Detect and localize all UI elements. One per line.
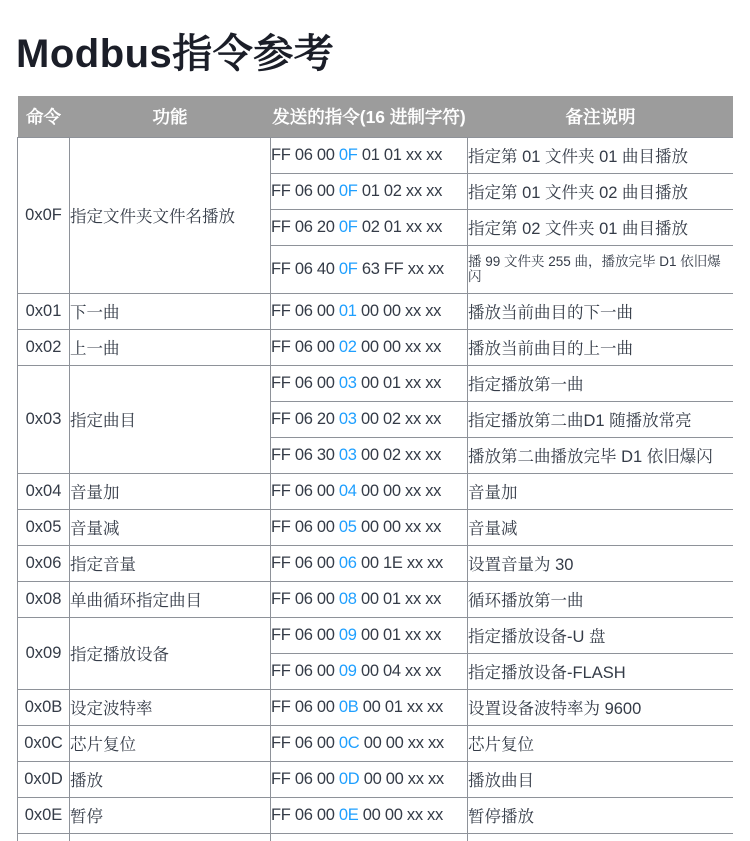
cmd-cell: 0x02 bbox=[18, 329, 70, 365]
hex-register-highlight: 0F bbox=[338, 145, 358, 164]
hex-register-highlight: 08 bbox=[338, 589, 357, 608]
cmd-cell: 0x0F bbox=[18, 137, 70, 293]
code-prefix: FF 06 00 bbox=[271, 769, 339, 788]
note-cell: 播 99 文件夹 255 曲，播放完毕 D1 依旧爆闪 bbox=[468, 245, 734, 293]
note-cell: 音量减 bbox=[468, 509, 734, 545]
cmd-cell: 0x05 bbox=[18, 509, 70, 545]
code-cell bbox=[271, 245, 468, 293]
note-cell: 指定播放设备-U 盘 bbox=[468, 617, 734, 653]
table-header-row bbox=[18, 96, 734, 137]
code-cell bbox=[271, 509, 468, 545]
code-cell bbox=[271, 581, 468, 617]
code-prefix: FF 06 00 bbox=[271, 661, 339, 680]
note-cell: 设置设备波特率为 9600 bbox=[468, 689, 734, 725]
code-cell bbox=[271, 473, 468, 509]
table-header bbox=[18, 96, 734, 137]
func-cell: 音量减 bbox=[70, 509, 271, 545]
code-suffix: 00 00 xx xx bbox=[358, 805, 443, 824]
note-cell: 指定第 01 文件夹 02 曲目播放 bbox=[468, 173, 734, 209]
code-cell bbox=[271, 617, 468, 653]
table-row bbox=[18, 365, 734, 401]
code-suffix: 00 00 xx xx bbox=[359, 733, 444, 752]
cmd-cell: 0x0E bbox=[18, 797, 70, 833]
hex-register-highlight: 0E bbox=[338, 805, 359, 824]
code-cell bbox=[271, 401, 468, 437]
hex-register-highlight: 09 bbox=[338, 625, 357, 644]
cmd-cell: 0x03 bbox=[18, 365, 70, 473]
table-row bbox=[18, 293, 734, 329]
code-suffix: 00 02 xx xx bbox=[356, 445, 442, 464]
hex-register-highlight: 03 bbox=[338, 409, 357, 428]
code-suffix: 00 1E xx xx bbox=[356, 553, 443, 572]
func-cell: 下一曲 bbox=[70, 293, 271, 329]
note-cell: 指定第 02 文件夹 01 曲目播放 bbox=[468, 209, 734, 245]
code-cell bbox=[271, 329, 468, 365]
hex-register-highlight: 0F bbox=[338, 181, 358, 200]
modbus-table-body bbox=[18, 137, 734, 841]
func-cell: 暂停 bbox=[70, 797, 271, 833]
code-suffix: 02 01 xx xx bbox=[357, 217, 443, 236]
code-suffix: 00 00 xx xx bbox=[359, 769, 444, 788]
code-cell bbox=[271, 797, 468, 833]
note-cell: 指定播放设备-FLASH bbox=[468, 653, 734, 689]
header-function: 功能 bbox=[70, 96, 271, 137]
cmd-cell: 0x0B bbox=[18, 689, 70, 725]
header-command: 命令 bbox=[18, 96, 70, 137]
code-suffix: 00 02 xx xx bbox=[356, 409, 442, 428]
func-cell: 芯片复位 bbox=[70, 725, 271, 761]
note-cell: 播放当前曲目的下一曲 bbox=[468, 293, 734, 329]
table-row bbox=[18, 797, 734, 833]
code-prefix: FF 06 00 bbox=[271, 481, 339, 500]
hex-register-highlight: 03 bbox=[338, 373, 357, 392]
code-cell bbox=[271, 437, 468, 473]
table-row bbox=[18, 689, 734, 725]
code-suffix: 00 00 xx xx bbox=[356, 301, 442, 320]
note-cell: 设置音量为 30 bbox=[468, 545, 734, 581]
note-cell: 循环播放第一曲 bbox=[468, 581, 734, 617]
hex-register-highlight: 09 bbox=[338, 661, 357, 680]
code-prefix: FF 06 00 bbox=[271, 517, 339, 536]
code-suffix: 00 01 xx xx bbox=[356, 373, 442, 392]
table-container bbox=[17, 96, 733, 841]
code-cell bbox=[271, 761, 468, 797]
code-cell bbox=[271, 293, 468, 329]
partial-row bbox=[18, 833, 734, 841]
func-cell: 播放 bbox=[70, 761, 271, 797]
code-suffix: 00 00 xx xx bbox=[356, 481, 442, 500]
code-cell bbox=[271, 365, 468, 401]
code-prefix: FF 06 00 bbox=[271, 805, 339, 824]
code-cell bbox=[271, 725, 468, 761]
hex-register-highlight: 05 bbox=[338, 517, 357, 536]
cmd-cell: 0x08 bbox=[18, 581, 70, 617]
code-suffix: 00 01 xx xx bbox=[356, 589, 442, 608]
func-cell: 上一曲 bbox=[70, 329, 271, 365]
partial-cell bbox=[70, 833, 271, 841]
table-row bbox=[18, 137, 734, 173]
code-suffix: 00 00 xx xx bbox=[356, 517, 442, 536]
cmd-cell: 0x04 bbox=[18, 473, 70, 509]
cmd-cell: 0x06 bbox=[18, 545, 70, 581]
note-cell: 音量加 bbox=[468, 473, 734, 509]
code-prefix: FF 06 00 bbox=[271, 145, 339, 164]
code-cell bbox=[271, 653, 468, 689]
func-cell: 单曲循环指定曲目 bbox=[70, 581, 271, 617]
table-row bbox=[18, 581, 734, 617]
code-suffix: 00 00 xx xx bbox=[356, 337, 442, 356]
hex-register-highlight: 04 bbox=[338, 481, 357, 500]
partial-cell bbox=[468, 833, 734, 841]
func-cell: 设定波特率 bbox=[70, 689, 271, 725]
code-suffix: 00 04 xx xx bbox=[356, 661, 442, 680]
code-prefix: FF 06 40 bbox=[271, 259, 339, 278]
table-row bbox=[18, 617, 734, 653]
code-cell bbox=[271, 209, 468, 245]
cmd-cell: 0x0D bbox=[18, 761, 70, 797]
code-prefix: FF 06 00 bbox=[271, 733, 339, 752]
code-suffix: 00 01 xx xx bbox=[358, 697, 443, 716]
table-row bbox=[18, 509, 734, 545]
code-prefix: FF 06 00 bbox=[271, 697, 339, 716]
code-suffix: 01 01 xx xx bbox=[357, 145, 443, 164]
func-cell: 指定播放设备 bbox=[70, 617, 271, 689]
note-cell: 芯片复位 bbox=[468, 725, 734, 761]
code-prefix: FF 06 00 bbox=[271, 301, 339, 320]
table-row bbox=[18, 329, 734, 365]
code-cell bbox=[271, 173, 468, 209]
code-cell bbox=[271, 545, 468, 581]
modbus-command-table bbox=[17, 96, 733, 841]
note-cell: 播放第二曲播放完毕 D1 依旧爆闪 bbox=[468, 437, 734, 473]
note-cell: 播放曲目 bbox=[468, 761, 734, 797]
code-prefix: FF 06 00 bbox=[271, 589, 339, 608]
cmd-cell: 0x09 bbox=[18, 617, 70, 689]
code-cell bbox=[271, 689, 468, 725]
hex-register-highlight: 0B bbox=[338, 697, 359, 716]
cmd-cell: 0x0C bbox=[18, 725, 70, 761]
page-title: Modbus指令参考 bbox=[16, 32, 335, 76]
hex-register-highlight: 0F bbox=[338, 259, 358, 278]
code-suffix: 01 02 xx xx bbox=[357, 181, 443, 200]
hex-register-highlight: 06 bbox=[338, 553, 357, 572]
code-cell bbox=[271, 137, 468, 173]
func-cell: 指定音量 bbox=[70, 545, 271, 581]
code-prefix: FF 06 00 bbox=[271, 181, 339, 200]
note-cell: 指定播放第二曲D1 随播放常亮 bbox=[468, 401, 734, 437]
code-prefix: FF 06 00 bbox=[271, 337, 339, 356]
table-row bbox=[18, 761, 734, 797]
func-cell: 指定曲目 bbox=[70, 365, 271, 473]
code-suffix: 63 FF xx xx bbox=[357, 259, 444, 278]
hex-register-highlight: 03 bbox=[338, 445, 357, 464]
func-cell: 音量加 bbox=[70, 473, 271, 509]
code-prefix: FF 06 00 bbox=[271, 553, 339, 572]
note-cell: 指定第 01 文件夹 01 曲目播放 bbox=[468, 137, 734, 173]
table-row bbox=[18, 545, 734, 581]
partial-cell bbox=[18, 833, 70, 841]
partial-cell bbox=[271, 833, 468, 841]
table-row bbox=[18, 725, 734, 761]
header-remarks: 备注说明 bbox=[468, 96, 734, 137]
hex-register-highlight: 0D bbox=[338, 769, 360, 788]
func-cell: 指定文件夹文件名播放 bbox=[70, 137, 271, 293]
code-prefix: FF 06 20 bbox=[271, 409, 339, 428]
table-row bbox=[18, 473, 734, 509]
code-suffix: 00 01 xx xx bbox=[356, 625, 442, 644]
header-sent-command: 发送的指令(16 进制字符) bbox=[271, 96, 468, 137]
cmd-cell: 0x01 bbox=[18, 293, 70, 329]
code-prefix: FF 06 00 bbox=[271, 373, 339, 392]
note-cell: 暂停播放 bbox=[468, 797, 734, 833]
code-prefix: FF 06 00 bbox=[271, 625, 339, 644]
code-prefix: FF 06 30 bbox=[271, 445, 339, 464]
hex-register-highlight: 0C bbox=[338, 733, 360, 752]
hex-register-highlight: 0F bbox=[338, 217, 358, 236]
hex-register-highlight: 01 bbox=[338, 301, 357, 320]
hex-register-highlight: 02 bbox=[338, 337, 357, 356]
note-cell: 指定播放第一曲 bbox=[468, 365, 734, 401]
note-cell: 播放当前曲目的上一曲 bbox=[468, 329, 734, 365]
code-prefix: FF 06 20 bbox=[271, 217, 339, 236]
